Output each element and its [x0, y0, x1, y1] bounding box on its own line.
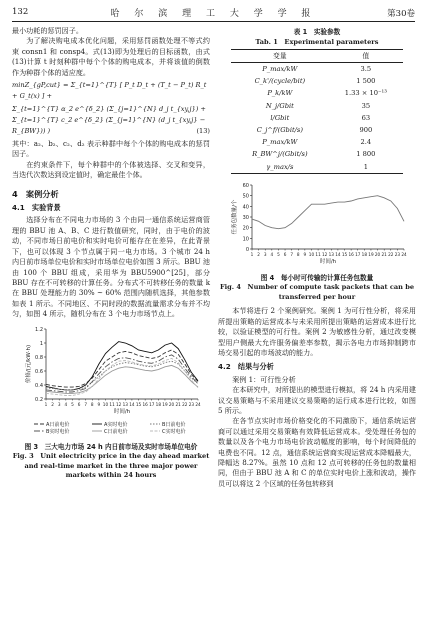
x-tick-label: 19	[368, 251, 374, 257]
series-line	[252, 196, 404, 229]
table-cell-value: 900	[359, 126, 373, 135]
x-tick-label: 13	[122, 401, 128, 407]
table-cell-variable: R_BW^j/(Gbit/s)	[252, 150, 308, 159]
table-row	[231, 124, 403, 136]
x-tick-label: 24	[401, 251, 407, 257]
figure-4-caption	[218, 274, 416, 303]
legend-label: C实时电价	[162, 428, 186, 435]
series-line	[46, 361, 198, 390]
y-tick-label: 0.6	[35, 368, 43, 375]
x-tick-label: 4	[270, 251, 274, 257]
x-tick-label: 22	[388, 251, 394, 257]
caption-en: Fig. 4 Number of compute task packets that can be transferred per hour	[219, 283, 415, 301]
y-tick-label: 1	[39, 340, 43, 347]
equation-number: (13)	[196, 127, 210, 136]
x-tick-label: 18	[361, 251, 368, 257]
x-tick-label: 2	[257, 251, 260, 257]
table-cell-value: 1 800	[356, 150, 376, 159]
legend-label: A日前电价	[46, 421, 70, 428]
case-heading: 案例 1：可行性分析	[232, 374, 296, 384]
paragraph: 本节将进行 2 个案例研究。案例 1 为可行性分析，将采用所提出策略的运营成本与未采用所提出策略的运营成本进行比较，以验证模型的可行性。案例 2 为敏感性分析，通过改变模型用户侧最大允许服务偏差率参数，揭示各电力市场抑制跨市场交易引起的市场波动的能力。	[218, 306, 416, 357]
x-axis-label: 时间/h	[319, 258, 337, 265]
x-tick-label: 3	[263, 251, 267, 257]
x-tick-label: 6	[77, 401, 81, 407]
x-tick-label: 15	[135, 401, 142, 407]
y-tick-label: 0.4	[35, 382, 43, 389]
x-tick-label: 11	[315, 251, 321, 257]
y-tick-label: 60	[242, 182, 249, 189]
x-tick-label: 6	[283, 251, 287, 257]
table-cell-value: 3.5	[360, 65, 372, 74]
x-tick-label: 9	[97, 401, 101, 407]
volume-label: 第30卷	[387, 9, 415, 19]
table-cell-value: 63	[361, 113, 371, 122]
x-tick-label: 17	[355, 251, 361, 257]
x-tick-label: 23	[394, 251, 401, 257]
y-tick-label: 1.2	[35, 326, 43, 333]
table-header-value: 值	[362, 51, 370, 60]
series-line	[46, 341, 198, 389]
table-row	[231, 75, 403, 87]
table-row	[231, 161, 403, 174]
y-axis-label: 价格/(元/kW·h)	[26, 344, 32, 383]
caption-en: Fig. 3 Unit electricity price in the day ahead market and real-time market in the three major power markets within 24 hours	[12, 452, 210, 480]
figure-3-chart	[12, 323, 210, 441]
y-tick-label: 20	[242, 225, 249, 232]
legend-label: B日前电价	[162, 421, 186, 428]
table-cell-variable: γ_max/s	[266, 162, 294, 171]
header-rule	[12, 21, 415, 22]
subsection-heading: 4.1 实验背景	[12, 203, 61, 213]
x-tick-label: 7	[290, 251, 293, 257]
caption-cn: 图 4 每小时可传输的计算任务包数量	[260, 273, 374, 282]
paragraph: 其中：a₂、b₂、c₂、d₂ 表示种群中每个个体的购电成本的惩罚因子。	[12, 139, 210, 159]
table-cell-value: 1	[363, 162, 368, 171]
table-cell-value: 2.4	[360, 138, 372, 147]
table-cell-variable: C_j^f/(Gbit/s)	[256, 126, 303, 135]
caption-cn: 图 3 三大电力市场 24 h 内日前市场及实时市场单位电价	[24, 442, 198, 451]
x-tick-label: 23	[188, 401, 195, 407]
x-tick-label: 21	[175, 401, 181, 407]
paragraph: 在约束条件下，每个种群中的个体被选择、交叉和变异，当迭代次数达到设定值时，确定最佳个体。	[12, 159, 210, 180]
paragraph: 选择分布在不同电力市场的 3 个由同一通信系统运营商管理的 BBU 池 A、B、C 进行数值研究，同时，由于电价的波动，不同市场日前电价和实时电价可能存在在差异，在此背景下，也可以体现 3 个节点属于同一电力市场。3 个城市 24 h 内日前市场单位电价和实时市场单位电价如图 3 所示。BBU 池由 100 个 BBU 组成，采用华为 BBU5900^[25]，部分 BBU 存在不可转移的计算任务。分布式不可转移任务的数量 k 在 BBU 处理能力的 30% ~ 60% 范围内随机选择，其他参数如表 1 所示。不同地区、不同时段的数据流量需求分布并不均匀，如图 4 所示，随机分布在 3 个电力市场节点上。	[12, 215, 210, 319]
table-cell-value: 35	[361, 101, 371, 110]
table-cell-variable: P_max/kW	[262, 138, 298, 147]
y-tick-label: 0	[245, 246, 249, 253]
y-axis-label: 任务包数量/个	[232, 199, 238, 235]
x-tick-label: 4	[64, 401, 68, 407]
x-tick-label: 12	[322, 251, 328, 257]
table-header-row	[231, 50, 403, 63]
x-tick-label: 9	[303, 251, 307, 257]
x-tick-label: 16	[142, 401, 148, 407]
y-tick-label: 30	[242, 214, 249, 221]
x-tick-label: 10	[308, 251, 315, 257]
x-tick-label: 7	[84, 401, 87, 407]
table-cell-variable: N_j/Gbit	[265, 101, 294, 110]
x-tick-label: 2	[51, 401, 54, 407]
table-cell-value: 1.33 × 10⁻¹³	[344, 89, 387, 98]
x-tick-label: 21	[381, 251, 387, 257]
paragraph: 在本研究中，对所提出的模型进行模拟，将 24 h 内采用建议交易策略与不采用建议交易策略的运行成本进行比较，如图 5 所示。	[218, 385, 416, 416]
y-tick-label: 50	[242, 193, 249, 200]
left-column	[12, 26, 210, 481]
series-line	[46, 365, 198, 393]
x-tick-label: 10	[102, 401, 109, 407]
x-tick-label: 13	[328, 251, 334, 257]
y-tick-label: 10	[242, 236, 249, 243]
legend-label: C日前电价	[104, 428, 128, 435]
x-tick-label: 14	[129, 401, 135, 407]
table-row	[231, 63, 403, 76]
paragraph: 在各节点实时市场价格变化的不同激励下，通信系统运营商可以通过采用交易策略有效降低运营成本。受处理任务包的数量以及各个电力市场电价波动幅度的影响，每个时间降低的电费也不同。12 点，通信系统运营商实现运营成本降幅最大，降幅达 8.27%。虽然 10 点和 12 点可转移的任务包的数量相同，但由于 BBU 池 A 和 C 的单位实时电价上涨和波动，操作员可以将这 2 个区域的任务包转移到	[218, 416, 416, 488]
table-cell-variable: P_max/kW	[262, 65, 298, 74]
y-tick-label: 40	[242, 204, 249, 211]
table-row	[231, 112, 403, 124]
x-tick-label: 5	[71, 401, 74, 407]
x-tick-label: 20	[168, 401, 175, 407]
table-cell-variable: C_k'/(cycle/bit)	[254, 77, 306, 86]
journal-title: 哈 尔 滨 理 工 大 学 学 报	[110, 9, 317, 19]
table-row	[231, 136, 403, 148]
x-tick-label: 19	[162, 401, 168, 407]
table-1-title	[218, 28, 416, 47]
table-cell-variable: P_k/kW	[267, 89, 293, 98]
y-tick-label: 0.8	[35, 354, 43, 361]
table-cell-variable: l/Gbit	[270, 113, 290, 122]
figure-4-chart	[218, 180, 416, 272]
legend-label: A实时电价	[104, 421, 128, 428]
x-tick-label: 8	[296, 251, 300, 257]
x-tick-label: 8	[90, 401, 94, 407]
paragraph: 最小功耗的惩罚因子。	[12, 26, 83, 35]
x-tick-label: 15	[341, 251, 348, 257]
x-tick-label: 18	[155, 401, 162, 407]
x-tick-label: 24	[195, 401, 201, 407]
equation-line: minZ_{gP,cut} = Σ_{t=1}^{T} [ P_t D_t + (T_t − P_t) R_t + G_t(x) ] +	[12, 81, 207, 101]
table-row	[231, 100, 403, 112]
section-heading: 4 案例分析	[12, 188, 59, 199]
equation-line	[12, 104, 210, 137]
equation-text: Σ_{t=1}^{T} α_2 e^{δ_2} (Σ_{j=1}^{N} d_j t_{xy,j}) + Σ_{t=1}^{T} c_2 e^{δ_2} (Σ_{j=1}^{N} (d_j t_{xy,j} − R_{BW})) )	[12, 105, 206, 136]
subsection-heading: 4.2 结果与分析	[218, 362, 274, 372]
series-line	[46, 350, 198, 387]
x-tick-label: 14	[335, 251, 341, 257]
x-tick-label: 1	[250, 251, 254, 257]
x-tick-label: 22	[182, 401, 188, 407]
x-tick-label: 16	[348, 251, 354, 257]
x-tick-label: 5	[277, 251, 280, 257]
x-tick-label: 1	[44, 401, 48, 407]
table-row	[231, 88, 403, 100]
paragraph: 为了解决购电成本优化问题，采用惩罚函数处理不等式约束 consn1 和 consp4。式(13)即为处理后的目标函数，由式(13)计算 t 时刻种群中每个个体的购电成本，并将该值的倒数作为种群个体的适应度。	[12, 36, 210, 77]
x-tick-label: 17	[149, 401, 155, 407]
parameters-table	[231, 49, 403, 174]
x-tick-label: 12	[116, 401, 122, 407]
table-row	[231, 149, 403, 161]
running-header	[12, 4, 415, 20]
x-tick-label: 11	[109, 401, 115, 407]
x-tick-label: 3	[57, 401, 61, 407]
table-cell-value: 1 500	[356, 77, 376, 86]
table-header-variable: 变量	[273, 51, 287, 60]
figure-3-caption	[12, 443, 210, 481]
right-column	[218, 26, 416, 489]
legend-label: B实时电价	[46, 428, 70, 435]
table-title-en: Tab. 1 Experimental parameters	[255, 37, 379, 46]
x-tick-label: 20	[374, 251, 381, 257]
equation-13	[12, 80, 210, 137]
page-number: 132	[12, 7, 29, 17]
table-title-cn: 表 1 实验参数	[293, 28, 341, 36]
y-tick-label: 0.2	[35, 396, 43, 403]
x-axis-label: 时间/h	[113, 408, 131, 415]
